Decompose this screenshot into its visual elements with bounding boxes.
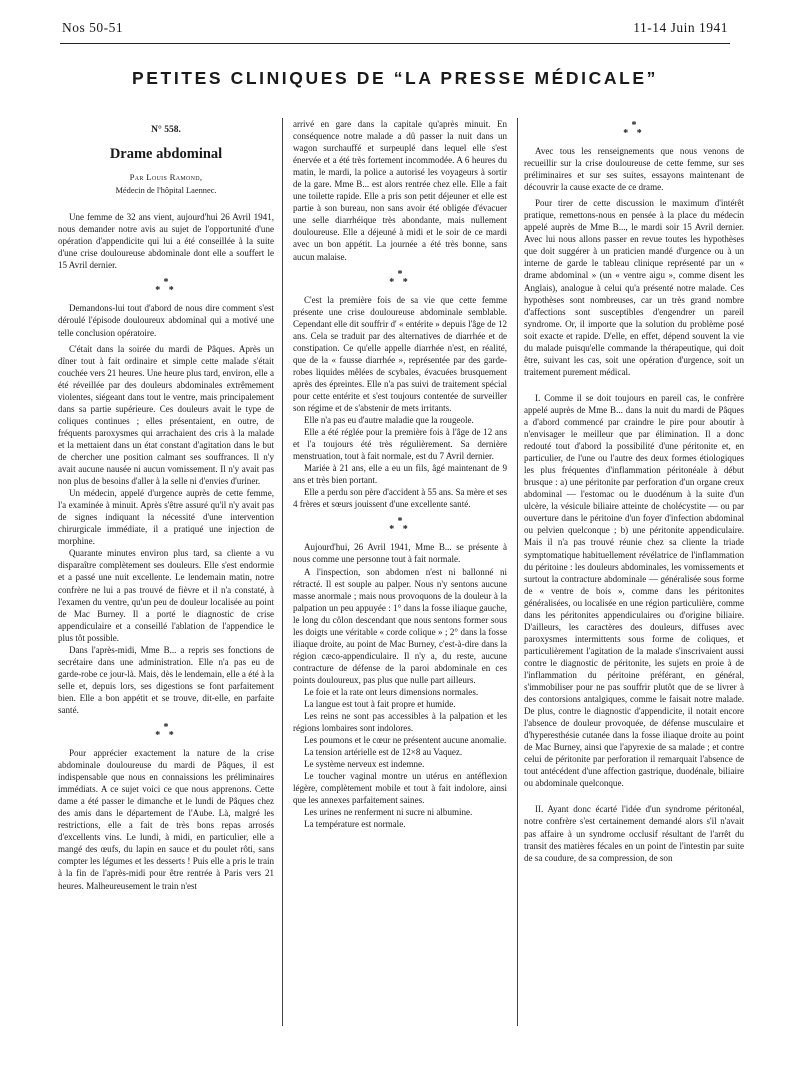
paragraph: Mariée à 21 ans, elle a eu un fils, âgé maintenant de 9 ans et très bien portant. — [293, 463, 507, 486]
paragraph: Elle a été réglée pour la première fois à l'âge de 12 ans et l'a toujours été très régulièrement. Sa dernière menstruation, tout à fait normale, est du 7 Avril dernier. — [293, 427, 507, 462]
paragraph: Quarante minutes environ plus tard, sa cliente a vu disparaître complètement ses douleurs. Elle s'est endormie et a passé une nuit excellente. Le lendemain matin, notre confrère ne lui a pas trouvé de fièvre et il n'a constaté, à l'examen du ventre, qu'un peu de douleur localisée au point de Mac Burney. Il a porté le diagnostic de crise appendiculaire et a conseillé l'ablation de l'appendice le plus tôt possible. — [58, 548, 274, 643]
article-affiliation: Médecin de l'hôpital Laennec. — [115, 186, 217, 196]
paragraph: arrivé en gare dans la capitale qu'après minuit. En conséquence notre malade a dû passer la nuit dans un wagon surchauffé et surpeuplé dans lequel elle s'est énervée et a été très fortement incommodée. A 6 heures du matin, le mardi, la police a autorisé les voyageurs à sortir de la gare. Mme B... est alors rentrée chez elle. Elle a fait une toilette rapide. Elle a pris son petit déjeuner et elle est partie à son bureau, non sans avoir été obligée d'évacuer une selle diarrhéique très abondante, mais nullement douloureuse. Elle a déjeuné à midi et le soir de ce mardi avec un bon appétit. La journée a été très bonne, sans aucun malaise. — [293, 119, 507, 262]
article-title: Drame abdominal — [109, 146, 223, 163]
masthead-title: PETITES CLINIQUES DE “LA PRESSE MÉDICALE” — [131, 68, 658, 88]
column-2 — [282, 118, 518, 1026]
paragraph: Les reins ne sont pas accessibles à la palpation et les régions lombaires sont indolores. — [293, 711, 507, 734]
section-separator: * * * — [623, 120, 645, 139]
paragraph: La température est normale. — [304, 819, 406, 830]
article-author: Par Louis Ramond, — [129, 172, 203, 183]
section-separator: * * * — [155, 277, 177, 297]
paragraph: La tension artérielle est de 12×8 au Vaquez. — [304, 747, 463, 758]
paragraph: A l'inspection, son abdomen n'est ni ballonné ni rétracté. Il est souple au palper. Nous n'y sentons aucune masse anormale ; mais nous provoquons de la douleur à la palpation un peu appuyée : 1° dans la fosse iliaque gauche, le long du côlon descendant que nous sentons former sous les doigts une véritable « corde colique » ; 2° dans la fosse iliaque droite, au point de Mac Burney, c'est-à-dire dans la région cæco-appendiculaire. Il n'y a, du reste, aucune contracture de défense de la paroi abdominale en ces points douloureux, pas plus que nulle part ailleurs. — [293, 566, 507, 685]
paragraph: Demandons-lui tout d'abord de nous dire comment s'est déroulé l'épisode douloureux abdominal qui a motivé une telle conclusion opératoire. — [58, 303, 274, 338]
paragraph: II. Ayant donc écarté l'idée d'un syndrome péritonéal, notre confrère s'est certainement demandé alors s'il n'avait pas affaire à un syndrome occlusif résultant de l'arrêt du transit des matières fécales en un point de l'intestin par suite de sa coudure, de sa compression, de son — [524, 804, 744, 863]
article-number: N° 558. — [151, 125, 181, 135]
column-3 — [524, 118, 744, 864]
section-separator: * * * — [155, 722, 177, 742]
header-rule — [60, 43, 730, 44]
paragraph: Elle n'a pas eu d'autre maladie que la rougeole. — [304, 415, 474, 426]
paragraph: Pour apprécier exactement la nature de la crise abdominale douloureuse du mardi de Pâques, il est indispensable que nous en connaissions les préliminaires immédiats. A ce sujet voici ce que nous apprenons. Cette dame a été passer le dimanche et le lundi de Pâques chez des amis dans le département de l'Aube. Là, malgré les restrictions, elle a fait de très bons repas arrosés d'excellents vins. Le lundi, à midi, en particulier, elle a mangé des œufs, du lapin en sauce et du poulet rôti, sans compter les légumes et les desserts ! Puis elle a pris le train à la fin de l'après-midi pour être rentrée à Paris vers 21 heures. Malheureusement le train n'est — [58, 748, 274, 891]
paragraph: Une femme de 32 ans vient, aujourd'hui 26 Avril 1941, nous demander notre avis au sujet de l'opportunité d'une opération d'appendicite qui lui a été conseillée à la suite d'une crise douloureuse abdominale dont elle a souffert le 15 Avril dernier. — [58, 212, 274, 271]
paragraph: La langue est tout à fait propre et humide. — [304, 699, 456, 710]
paragraph: Le foie et la rate ont leurs dimensions normales. — [304, 686, 479, 697]
section-separator: * * * — [389, 516, 411, 536]
paragraph: Les poumons et le cœur ne présentent aucune anomalie. — [304, 735, 507, 746]
paragraph: Dans l'après-midi, Mme B... a repris ses fonctions de secrétaire dans une administration. Elle n'a pas eu de garde-robe ce jour-là. Mais, dès le lendemain, elle a été à la selle et, depuis lors, ses digestions se font parfaitement bien. Elle a bon appétit et se trouve, dit-elle, en parfaite santé. — [58, 644, 274, 715]
paragraph: Le système nerveux est indemne. — [304, 759, 425, 770]
paragraph: Un médecin, appelé d'urgence auprès de cette femme, l'a examinée à minuit. Après s'être assuré qu'il n'y avait pas de signes indiquant la nécessité d'une intervention chirurgicale immédiate, il a pratiqué une injection de morphine. — [58, 488, 274, 547]
column-1 — [58, 118, 274, 892]
paragraph: C'est la première fois de sa vie que cette femme présente une crise douloureuse abdominale semblable. Cependant elle dit souffrir d' « entérite » depuis l'âge de 12 ans. Cela se traduit par des alternatives de diarrhée et de constipation. Ce qu'elle appelle diarrhée n'est, en réalité, que de la « fausse diarrhée », représentée par des garde-robes liquides mêlées de scybales, évacuées brusquement après des épreintes. Elle n'a pas suivi de traitement spécial pour cette entérite et s'est toujours contentée de surveiller son régime et de s'abstenir de mets irritants. — [293, 294, 507, 413]
paragraph: Le toucher vaginal montre un utérus en antéflexion légère, complètement mobile et tout à fait indolore, ainsi que les annexes parfaitement saines. — [293, 771, 507, 806]
issue-date: 11-14 Juin 1941 — [633, 20, 728, 35]
paragraph: Pour tirer de cette discussion le maximum d'intérêt pratique, remettons-nous en pensée à la place du médecin appelé auprès de Mme B..., le mardi soir 15 Avril dernier. Avec lui nous allons passer en revue toutes les hypothèses que doit suggérer à un praticien mandé d'urgence ou à un interne de garde le tableau clinique représenté par un « drame abdominal » (un « ventre aigu », comme disent les Anglais), analogue à celui qu'a présenté notre malade. Ces hypothèses sont nombreuses, car un très grand nombre d'affections sont susceptibles d'engendrer un pareil syndrome. Or, il importe que la solution du problème posé soit exacte et rapide. D'elle, en effet, dépend souvent la vie du malade puisqu'elle commande la thérapeutique, qui doit être, suivant les cas, soit une opération d'urgence, soit un traitement purement médical. — [524, 198, 744, 377]
paragraph: I. Comme il se doit toujours en pareil cas, le confrère appelé auprès de Mme B... dans la nuit du mardi de Pâques a d'abord commencé par craindre le pire pour aboutir à n'envisager le meilleur que par élimination. Il a donc redouté tout d'abord la possibilité d'une péritonite et, en particulier, de l'une ou l'autre des deux formes étiologiques les plus fréquentes d'inflammation péritonéale à début brusque : a) une péritonite par perforation d'un organe creux abdominal — l'estomac ou le duodénum à la suite d'un ulcère, la vésicule biliaire atteinte de cholécystite — ou par ouverture dans le péritoine d'un foyer d'infection abdominal ou pelvien quelconque ; b) une péritonite appendiculaire. Mais il n'a pas trouvé réunie chez sa cliente la triade symptomatique habituellement révélatrice de l'inflammation du péritoine : les douleurs abdominales, les vomissements et surtout la contracture abdominale — généralisée sous forme de « ventre de bois », comme dans les péritonites généralisées, ou localisée en une région particulière, comme dans les péritonites appendiculaires ou d'origine biliaire. D'ailleurs, les caractères des douleurs, diffuses avec paroxysmes intermittents sous forme de coliques, et particulièrement l'agitation de la malade s'inscrivaient aussi contre le diagnostic de péritonite, les sujets en proie à de l'inflammation du péritoine préférant, en général, s'immobiliser pour ne pas souffrir plutôt que de se livrer à des contorsions antalgiques, comme le faisait notre malade. De plus, contre le diagnostic d'appendicite, il notait encore l'absence de douleur provoquée, de défense musculaire et d'hyperesthésie cutanée dans la fosse iliaque droite au point de Mac Burney, ainsi que l'apyrexie de sa malade ; et contre celui de péritonite par perforation il remarquait l'absence de tout antécédent d'une affection gastrique, duodénale, biliaire ou abdominale quelconque. — [524, 392, 744, 789]
paragraph: Aujourd'hui, 26 Avril 1941, Mme B... se présente à nous comme une personne tout à fait normale. — [293, 542, 507, 565]
paragraph: Elle a perdu son père d'accident à 55 ans. Sa mère et ses 4 frères et sœurs jouissent d'une excellente santé. — [293, 487, 507, 510]
paragraph: Avec tous les renseignements que nous venons de recueillir sur la crise douloureuse de cette femme, sur ses préliminaires et sur ses suites, essayons maintenant de découvrir la cause exacte de ce drame. — [524, 146, 744, 193]
paragraph: Les urines ne renferment ni sucre ni albumine. — [304, 807, 473, 818]
section-separator: * * * — [389, 268, 411, 288]
issue-numbers: Nos 50-51 — [62, 20, 124, 35]
paragraph: C'était dans la soirée du mardi de Pâques. Après un dîner tout à fait ordinaire et simple cette malade s'était couchée vers 21 heures. Une heure plus tard, environ, elle a été réveillée par des douleurs abdominales extrêmement violentes, siégeant dans tout le ventre, mais principalement dans sa partie supérieure. Ces douleurs avait le type de coliques continues ; elles présentaient, en outre, de fréquents paroxysmes qui arrachaient des cris à la malade et la mettaient dans un état constant d'agitation dans le but de chercher une position calmant ses souffrances. Il n'y avait aucune nausée ni aucun vomissement. Il n'y avait pas non plus de besoins d'aller à la selle ni d'envies d'uriner. — [58, 343, 274, 487]
